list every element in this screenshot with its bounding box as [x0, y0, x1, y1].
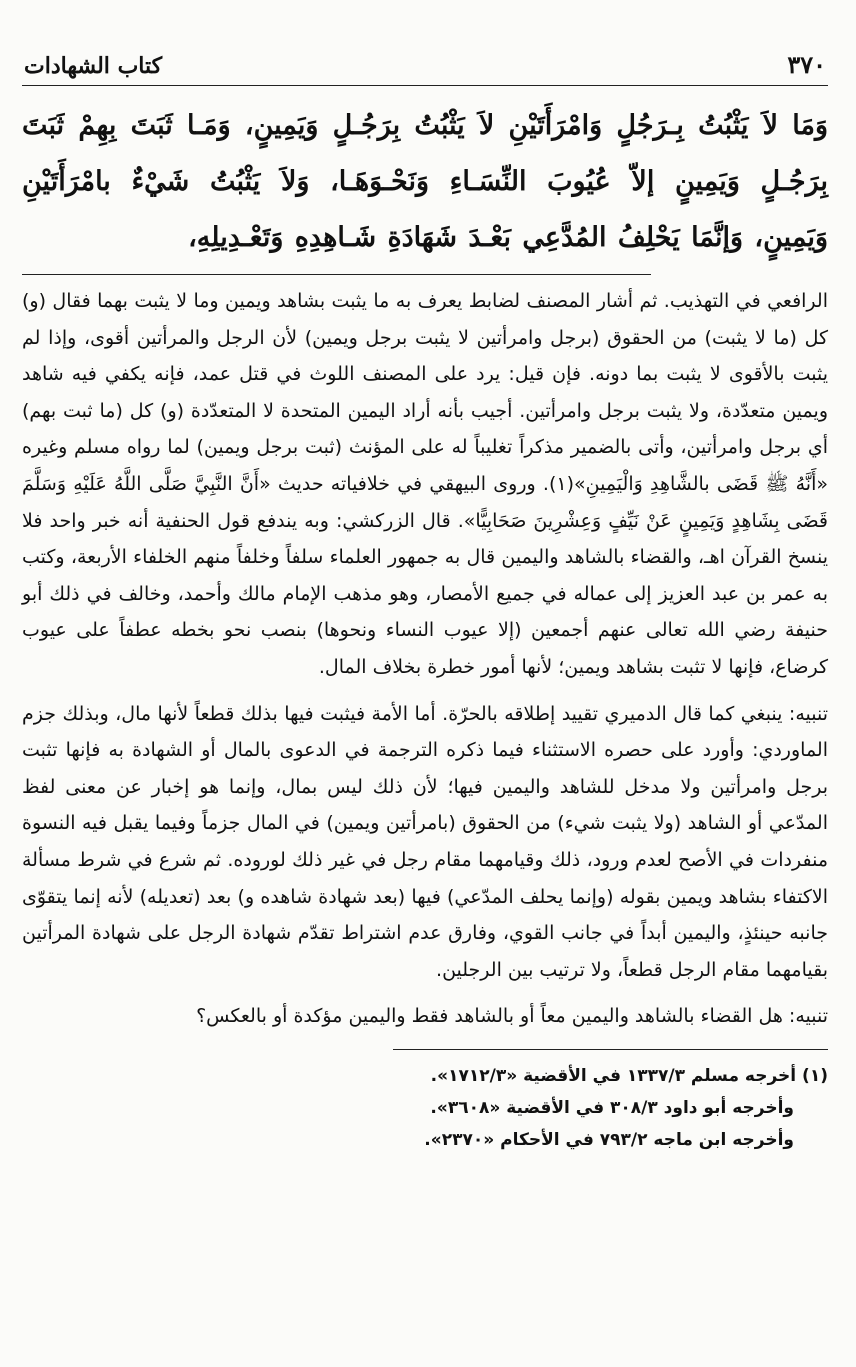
footnotes [22, 1060, 828, 1156]
footnote-1-line-1: (١) أخرجه مسلم ١٣٣٧/٣ في الأقضية «١٧١٢/٣». [430, 1065, 828, 1086]
chapter-title: كتاب الشهادات [24, 53, 163, 79]
commentary-paragraph-3: تنبيه: هل القضاء بالشاهد واليمين معاً أو بالشاهد فقط واليمين مؤكدة أو بالعكس؟ [196, 1005, 828, 1028]
footnote-separator [393, 1049, 828, 1050]
commentary-paragraph-2: تنبيه: ينبغي كما قال الدميري تقييد إطلاقه بالحرّة. أما الأمة فيثبت فيها بذلك قطعاً لأنها مال، وبذلك جزم الماوردي: وأورد على حصره الاستثناء فيما ذكره الترجمة في الدعوى بالمال أو الشهادة به فإنها تثبت برجل وامرأتين ولا مدخل للشاهد واليمين فيها؛ لأن ذلك ليس بمال، وإنما هو إخبار عن معنى لفظ المدّعي أو الشاهد (ولا يثبت شيء) من الحقوق (بامرأتين ويمين) في المال جزماً وفيما يقبل فيه النسوة منفردات في الأصح لعدم ورود، ذلك وقيامهما مقام رجل في غير ذلك لوروده. ثم شرع في شرط مسألة الاكتفاء بشاهد ويمين بقوله (وإنما يحلف المدّعي) فيها (بعد شهادة شاهده و) بعد (تعديله) لأنه إنما يتقوّى جانبه حينئذٍ، واليمين أبداً في جانب القوي، وفارق عدم اشتراط تقدّم شهادة الرجل على شهادة المرأتين بقيامهما مقام الرجل قطعاً، ولا ترتيب بين الرجلين. [22, 702, 828, 981]
page-number: ٣٧٠ [787, 50, 826, 79]
main-text: وَمَا لاَ يَثْبُتُ بِـرَجُلٍ وَامْرَأَتَيْنِ لاَ يَثْبُتُ بِرَجُـلٍ وَيَمِينٍ، وَمَـا ثَبَتَ بِهِمْ ثَبَتَ بِرَجُـلٍ وَيَمِينٍ إلاّ عُيُوبَ النِّسَـاءِ وَنَحْـوَهَـا، وَلاَ يَثْبُتُ شَيْءٌ بامْرَأَتَيْنِ وَيَمِينٍ، وَإنَّمَا يَحْلِفُ المُدَّعِي بَعْـدَ شَهَادَةِ شَـاهِدِهِ وَتَعْـدِيلِهِ، [22, 110, 828, 253]
page-header [22, 50, 828, 86]
matn-separator [22, 274, 651, 275]
footnote-1-line-3: وأخرجه ابن ماجه ٧٩٣/٢ في الأحكام «٢٣٧٠». [424, 1129, 794, 1150]
footnote-separator-wrap [22, 1049, 828, 1050]
commentary-paragraph-1: الرافعي في التهذيب. ثم أشار المصنف لضابط يعرف به ما يثبت بشاهد ويمين وما لا يثبت بهما فقال (و) كل (ما لا يثبت) من الحقوق (برجل وامرأتين لا يثبت برجل ويمين) لأن الرجل والمرأتين أقوى، وإذا لم يثبت بالأقوى لا يثبت بما دونه. فإن قيل: يرد على المصنف اللوث في قتل عمد، فإنه يكفي فيه شاهد ويمين متعدّدة، ولا يثبت برجل وامرأتين. أجيب بأنه أراد اليمين المتحدة لا المتعدّدة (و) كل (ما ثبت بهم) أي برجل وامرأتين، وأتى بالضمير مذكراً تغليباً له على المؤنث (ثبت برجل ويمين) لما رواه مسلم وغيره «أَنَّهُ ﷺ قَضَى بالشَّاهِدِ وَالْيَمِينِ»(١). وروى البيهقي في خلافياته حديث «أَنَّ النَّبِيَّ صَلَّى اللَّهُ عَلَيْهِ وَسَلَّمَ قَضَى بِشَاهِدٍ وَيَمِينٍ عَنْ نَيِّفٍ وَعِشْرِينَ صَحَابِيًّا». قال الزركشي: وبه يندفع قول الحنفية أنه خبر واحد فلا ينسخ القرآن اهـ، والقضاء بالشاهد واليمين قال به جمهور العلماء سلفاً وخلفاً منهم الخلفاء الأربعة، وكتب به عمر بن عبد العزيز إلى عماله في جميع الأمصار، وهو مذهب الإمام مالك وأحمد، وخالف في ذلك أبو حنيفة رضي الله تعالى عنهم أجمعين (إلا عيوب النساء ونحوها) بنصب نحو بخطه عطفاً على عيوب كرضاع، فإنها لا تثبت بشاهد ويمين؛ لأنها أمور خطرة بخلاف المال. [22, 290, 828, 678]
footnote-1-line-2: وأخرجه أبو داود ٣٠٨/٣ في الأقضية «٣٦٠٨». [430, 1097, 794, 1118]
matn-separator-wrap [22, 266, 828, 275]
commentary [22, 283, 828, 1035]
